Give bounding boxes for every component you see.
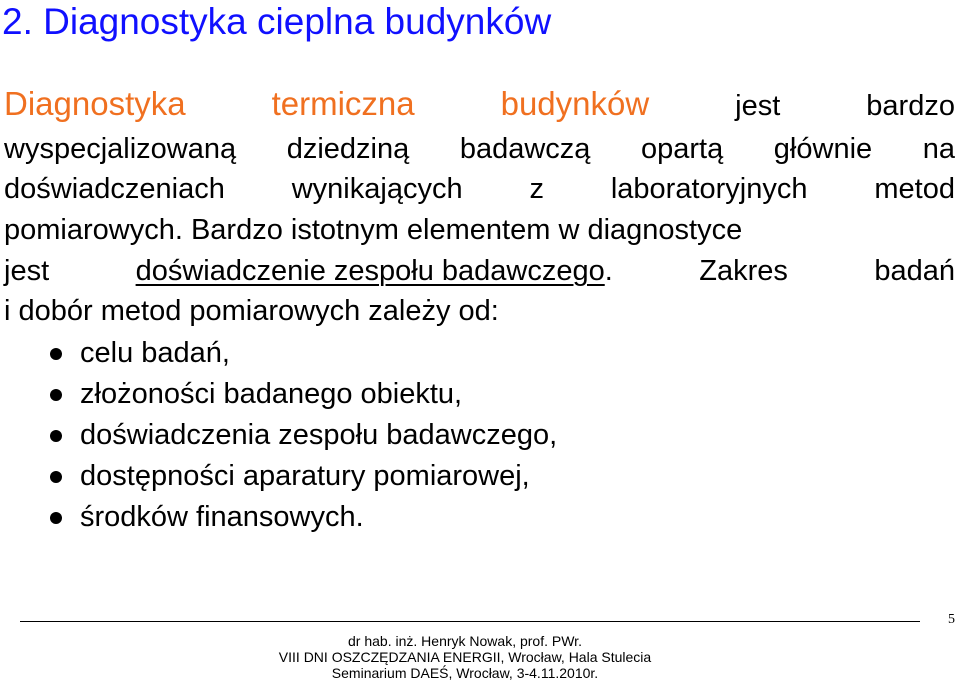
paragraph-word: z: [529, 173, 544, 205]
paragraph-line-3: [4, 169, 955, 209]
list-item: [40, 415, 557, 456]
paragraph-word: jest: [4, 255, 50, 287]
paragraph-word: badań: [874, 255, 955, 287]
bullet-dot-icon: [50, 471, 62, 483]
paragraph-text: i dobór metod pomiarowych zależy od:: [4, 295, 499, 327]
paragraph-word: wyspecjalizowaną: [4, 133, 237, 165]
paragraph-word: metod: [874, 173, 955, 205]
paragraph-line-6: [4, 291, 955, 331]
paragraph-line-5: [4, 251, 955, 291]
underlined-phrase-group: [136, 251, 613, 291]
list-item: [40, 333, 557, 374]
highlight-word: Diagnostyka: [4, 85, 186, 122]
bullet-dot-icon: [50, 389, 62, 401]
paragraph-line-1: [4, 84, 955, 126]
paragraph-line-4: [4, 210, 955, 250]
list-item-text: celu badań,: [80, 337, 230, 369]
paragraph-word: bardzo: [866, 90, 955, 122]
paragraph-word: Zakres: [699, 255, 788, 287]
bullet-list: [40, 333, 557, 538]
list-item: [40, 497, 557, 538]
paragraph-word: wynikających: [291, 173, 463, 205]
paragraph-word: jest: [735, 90, 781, 122]
bullet-dot-icon: [50, 430, 62, 442]
paragraph-word: na: [922, 133, 955, 165]
highlight-word: termiczna: [271, 85, 415, 122]
list-item-text: dostępności aparatury pomiarowej,: [80, 460, 530, 492]
footer-author: dr hab. inż. Henryk Nowak, prof. PWr.: [348, 633, 582, 649]
period: .: [604, 255, 613, 287]
paragraph-word: opartą: [640, 133, 724, 165]
footer-event: VIII DNI OSZCZĘDZANIA ENERGII, Wrocław, Hala Stulecia: [278, 649, 652, 665]
footer-divider: [20, 621, 920, 622]
footer-seminar: Seminarium DAEŚ, Wrocław, 3-4.11.2010r.: [331, 665, 599, 681]
paragraph-word: badawczą: [459, 133, 591, 165]
list-item: [40, 456, 557, 497]
list-item: [40, 374, 557, 415]
page-number: 5: [948, 612, 955, 627]
list-item-text: środków finansowych.: [80, 501, 364, 533]
list-item-text: doświadczenia zespołu badawczego,: [80, 419, 558, 451]
bullet-dot-icon: [50, 512, 62, 524]
bullet-dot-icon: [50, 348, 62, 360]
paragraph-word: doświadczeniach: [4, 173, 225, 205]
paragraph-text: pomiarowych. Bardzo istotnym elementem w diagnostyce: [4, 214, 743, 246]
slide-title: 2. Diagnostyka cieplna budynków: [2, 1, 552, 42]
paragraph-word: laboratoryjnych: [610, 173, 808, 205]
paragraph-word: dziedziną: [286, 133, 410, 165]
list-item-text: złożoności badanego obiektu,: [80, 378, 463, 410]
underlined-phrase: doświadczenie zespołu badawczego: [135, 255, 605, 287]
paragraph-word: głównie: [773, 133, 873, 165]
highlight-word: budynków: [500, 85, 650, 122]
paragraph-line-2: [4, 129, 955, 169]
